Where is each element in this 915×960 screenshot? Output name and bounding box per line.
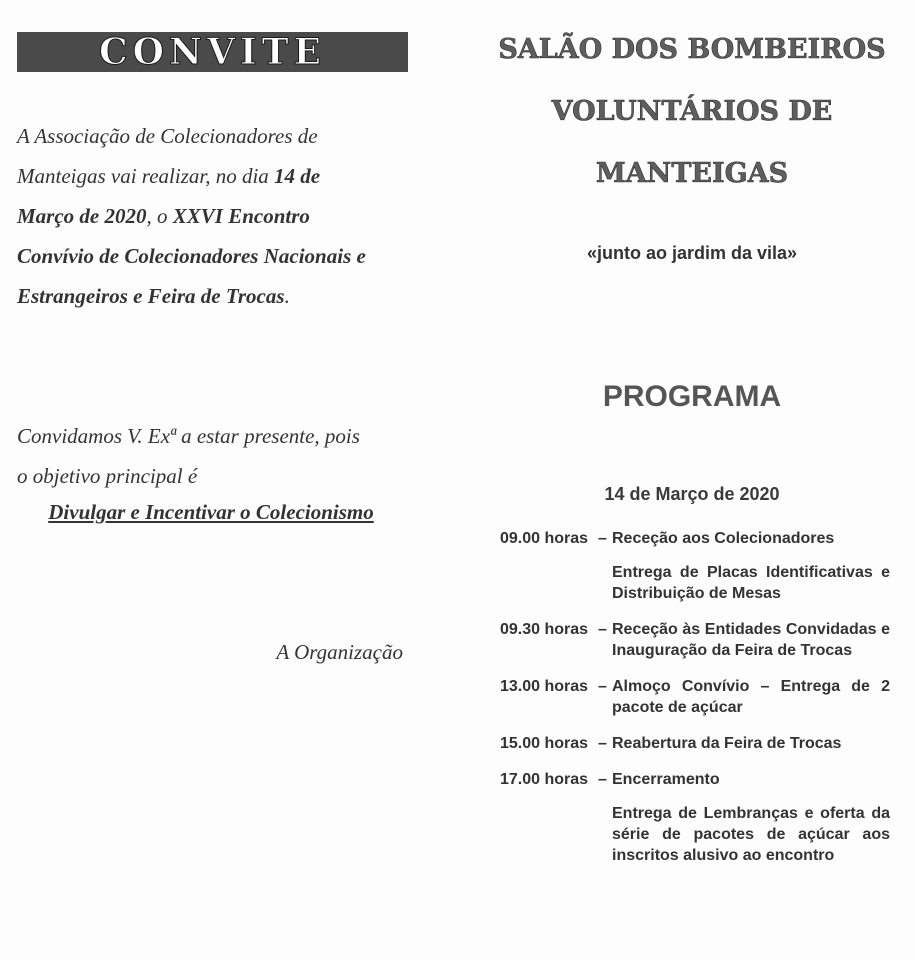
- intro-line-1: A Associação de Colecionadores de: [17, 124, 318, 148]
- event-date-part2: Março de 2020: [17, 204, 147, 228]
- intro-paragraph: [17, 116, 405, 316]
- event-name-part1: XXVI Encontro: [172, 204, 310, 228]
- convite-banner: [17, 32, 408, 72]
- schedule-item: [500, 528, 890, 549]
- schedule-time: 15.00 horas: [500, 735, 589, 752]
- program-heading: PROGRAMA: [602, 380, 782, 413]
- event-name-part3: Estrangeiros e Feira de Trocas: [17, 284, 285, 308]
- schedule-item: [500, 733, 890, 754]
- venue-line-2: VOLUNTÁRIOS DE: [551, 96, 833, 127]
- schedule-item: [500, 769, 890, 790]
- intro-line: [17, 276, 405, 316]
- schedule-dash: –: [598, 530, 607, 547]
- intro-connector: , o: [146, 204, 168, 228]
- event-date-part1: 14 de: [274, 164, 321, 188]
- venue-line-3: MANTEIGAS: [595, 158, 789, 189]
- invite-paragraph: [17, 416, 405, 496]
- schedule-text: Almoço Convívio – Entrega de 2 pacote de açúcar: [612, 678, 890, 716]
- schedule-dash: –: [598, 678, 607, 695]
- intro-line: [17, 236, 405, 276]
- program-schedule: [500, 528, 890, 866]
- schedule-time: 17.00 horas: [500, 771, 589, 788]
- schedule-extra: Entrega de Lembranças e oferta da série de pacotes de açúcar aos inscritos alusivo ao encontro: [612, 805, 890, 864]
- schedule-extra: Entrega de Placas Identificativas e Distribuição de Mesas: [612, 564, 890, 602]
- invite-line-1: Convidamos V. Exª a estar presente, pois: [17, 424, 360, 448]
- schedule-text: Encerramento: [612, 771, 720, 788]
- schedule-dash: –: [598, 735, 607, 752]
- schedule-text: Reabertura da Feira de Trocas: [612, 735, 842, 752]
- convite-title: CONVITE: [99, 31, 326, 73]
- schedule-time: 09.30 horas: [500, 621, 589, 638]
- intro-line: [17, 116, 405, 156]
- invite-line-2: o objetivo principal é: [17, 464, 198, 488]
- program-date: 14 de Março de 2020: [604, 484, 780, 504]
- schedule-item: [500, 619, 890, 661]
- schedule-time: 13.00 horas: [500, 678, 589, 695]
- schedule-item: [500, 676, 890, 718]
- event-name-part2: Convívio de Colecionadores Nacionais e: [17, 244, 366, 268]
- venue-line-1: SALÃO DOS BOMBEIROS: [498, 34, 886, 65]
- signature: A Organização: [276, 640, 403, 664]
- schedule-dash: –: [598, 771, 607, 788]
- intro-end: .: [284, 284, 290, 308]
- schedule-text: Receção aos Colecionadores: [612, 530, 835, 547]
- schedule-time: 09.00 horas: [500, 530, 589, 547]
- intro-line-2: Manteigas vai realizar, no dia: [17, 164, 269, 188]
- intro-line: [17, 196, 405, 236]
- schedule-text: Receção às Entidades Convidadas e Inauguração da Feira de Trocas: [612, 621, 890, 659]
- intro-line: [17, 156, 405, 196]
- schedule-dash: –: [598, 621, 607, 638]
- motto: Divulgar e Incentivar o Colecionismo: [48, 500, 374, 524]
- venue-subtitle: «junto ao jardim da vila»: [586, 243, 798, 263]
